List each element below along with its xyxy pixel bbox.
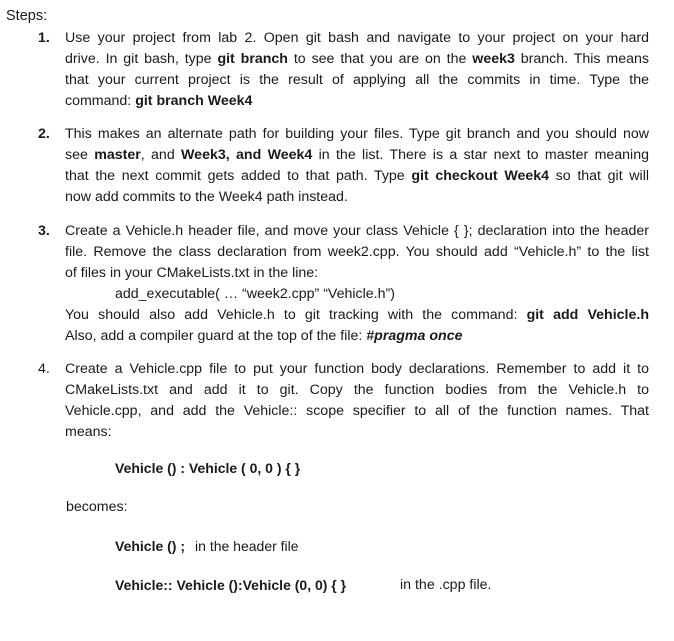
step-3-line-3: of files in your CMakeLists.txt in the line: — [65, 265, 319, 281]
week3-branch-name: week3 — [472, 51, 515, 67]
code-constructor-original: Vehicle () : Vehicle ( 0, 0 ) { } — [115, 460, 301, 476]
step-4-line-3: Vehicle.cpp, and add the Vehicle:: scope specifier to all of the function names. That — [65, 403, 649, 419]
step-1-line-3: that your current project is the result of applying all the commits in time. Type the — [65, 72, 649, 88]
step-1-line-1: Use your project from lab 2. Open git bash and navigate to your project on your hard — [65, 30, 649, 46]
step-1-line-4: command: git branch Week4 — [65, 93, 253, 109]
git-branch-command: git branch — [217, 51, 288, 67]
pragma-once-directive: #pragma once — [366, 328, 463, 344]
step-4-line-1: Create a Vehicle.cpp file to put your function body declarations. Remember to add it to — [65, 361, 649, 377]
step-3-line-1: Create a Vehicle.h header file, and move your class Vehicle { }; declaration into the header — [65, 223, 649, 239]
step-4-number: 4. — [38, 361, 50, 377]
step-3-line-6: Also, add a compiler guard at the top of the file: #pragma once — [65, 328, 463, 344]
step-2 — [38, 124, 650, 208]
step-3-number: 3. — [38, 223, 50, 239]
step-4-text — [65, 359, 649, 443]
step-1-number: 1. — [38, 30, 50, 46]
git-add-command: git add Vehicle.h — [526, 307, 649, 323]
step-1 — [38, 28, 650, 112]
master-branch-name: master — [94, 147, 141, 163]
add-executable-line: add_executable( … “week2.cpp” “Vehicle.h”) — [115, 286, 395, 302]
step-2-line-4: now add commits to the Week4 path instead. — [65, 189, 348, 205]
step-2-line-2: see master, and Week3, and Week4 in the list. There is a star next to master meaning — [65, 147, 649, 163]
becomes-label: becomes: — [66, 499, 128, 515]
step-2-text — [65, 124, 649, 208]
step-3-line-5: You should also add Vehicle.h to git tracking with the command: git add Vehicle.h — [65, 307, 649, 323]
header-file-note: in the header file — [195, 538, 299, 554]
week3-week4-branch-names: Week3, and Week4 — [181, 147, 313, 163]
step-2-line-3: that the next commit gets added to that path. Type git checkout Week4 so that git will — [65, 168, 649, 184]
code-cpp-definition: Vehicle:: Vehicle ():Vehicle (0, 0) { } — [115, 577, 347, 593]
step-2-line-1: This makes an alternate path for building your files. Type git branch and you should now — [65, 126, 649, 142]
step-1-line-2: drive. In git bash, type git branch to see that you are on the week3 branch. This means — [65, 51, 649, 67]
step-4-line-2: CMakeLists.txt and add it to git. Copy the function bodies from the Vehicle.h to — [65, 382, 649, 398]
step-4-line-4: means: — [65, 424, 112, 440]
steps-heading: Steps: — [6, 8, 48, 24]
code-header-declaration: Vehicle () ; in the header file — [115, 538, 299, 554]
step-4 — [38, 359, 650, 443]
git-branch-week4-command: git branch Week4 — [135, 93, 253, 109]
step-2-number: 2. — [38, 126, 50, 142]
cpp-file-note: in the .cpp file. — [400, 577, 492, 593]
step-3-line-2: file. Remove the class declaration from week2.cpp. You should add “Vehicle.h” to the list — [65, 244, 649, 260]
step-3 — [38, 221, 650, 347]
step-3-text — [65, 221, 649, 347]
step-1-text — [65, 28, 649, 112]
git-checkout-command: git checkout Week4 — [411, 168, 550, 184]
